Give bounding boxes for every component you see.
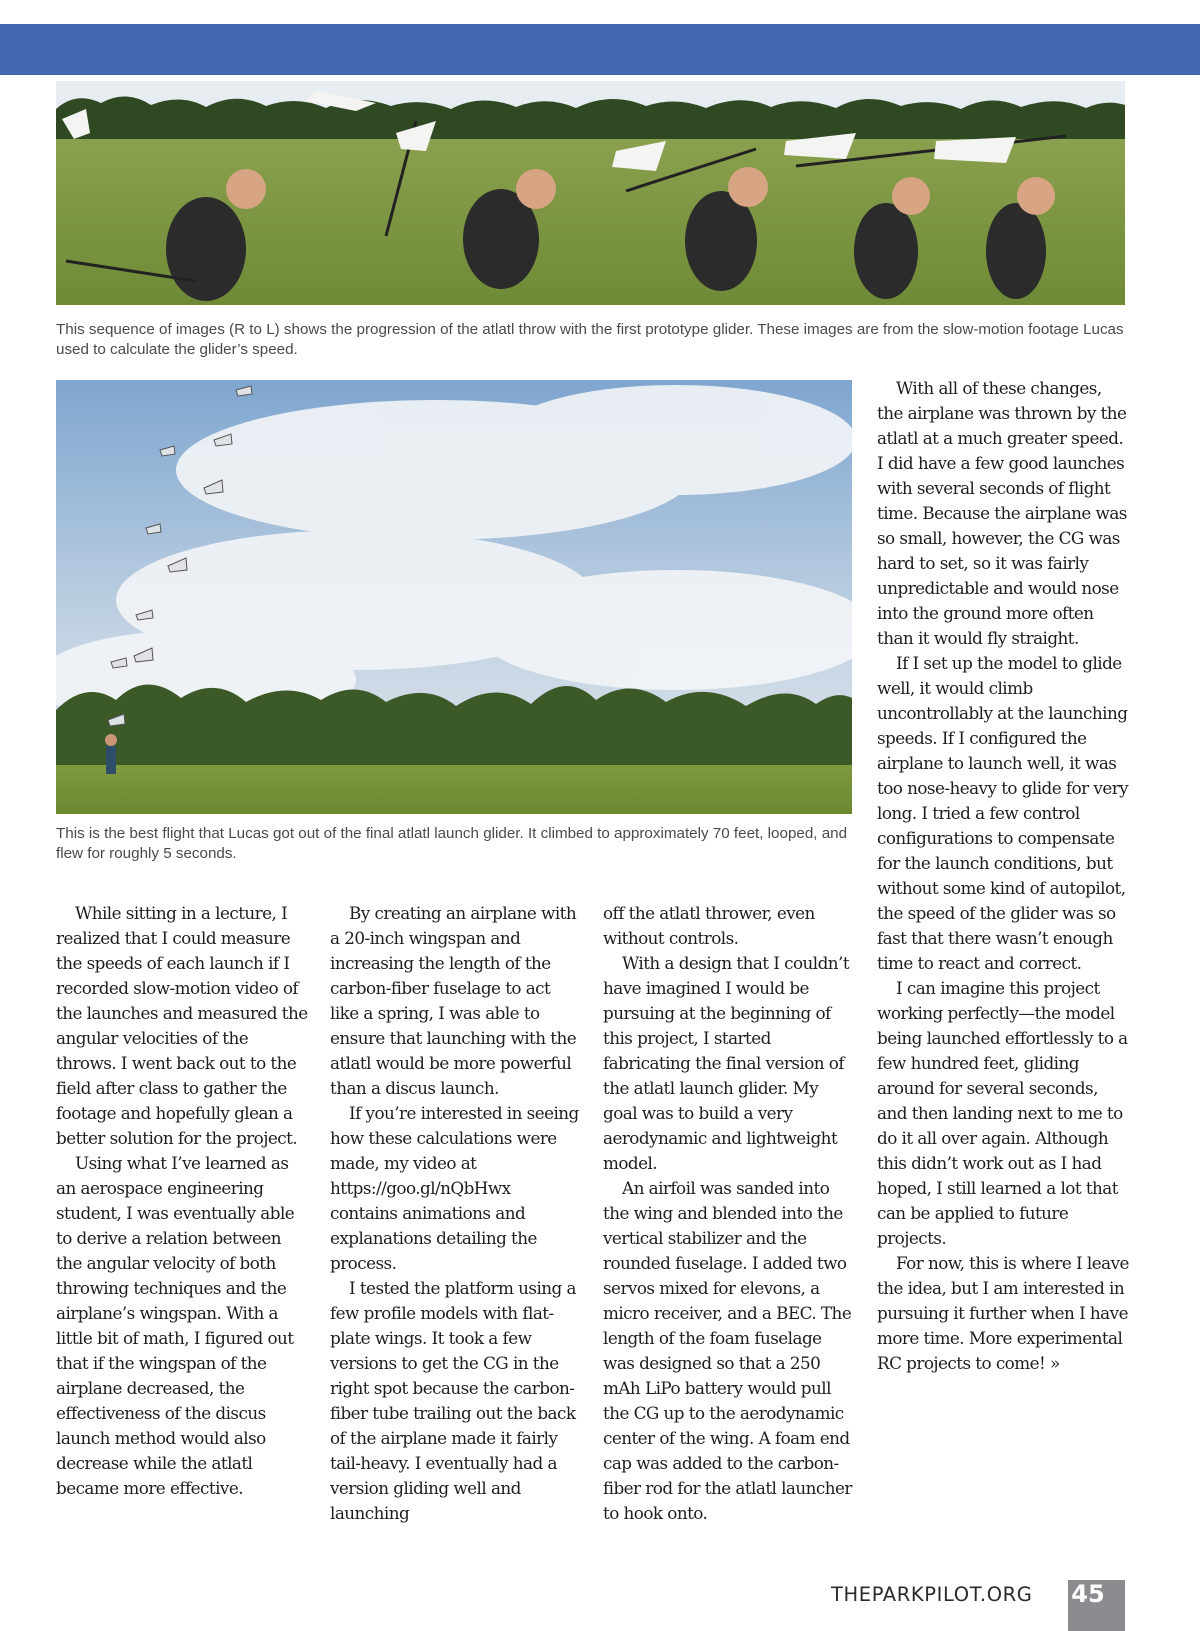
paragraph-continued: off the atlatl thrower, even without controls. (603, 903, 815, 948)
paragraph: If you’re interested in seeing how these calculations were made, my video at https://goo.gl/nQbHwx contains animations and explanations detailing the process. (330, 1103, 579, 1273)
paragraph: I tested the platform using a few profile models with flat-plate wings. It took a few versions to get the CG in the right spot because the carbon-fiber tube trailing out the back of the airplane made it fairly tail-heavy. I eventually had a version gliding well and launching (330, 1278, 576, 1523)
paragraph: While sitting in a lecture, I realized that I could measure the speeds of each launch if I recorded slow-motion video of the launches and measured the angular velocities of the throws. I went back out to the field after class to gather the footage and hopefully glean a better solution for the project. (56, 903, 308, 1148)
photo-caption-sequence: This sequence of images (R to L) shows the progression of the atlatl throw with the first prototype glider. These images are from the slow-motion footage Lucas used to calculate the glider’s speed. (56, 321, 1124, 358)
paragraph: If I set up the model to glide well, it would climb uncontrollably at the launching speeds. If I configured the airplane to launch well, it was too nose-heavy to glide for very long. I tried a few control configurations to compensate for the launch conditions, but without some kind of autopilot, the speed of the glider was so fast that there wasn’t enough time to react and correct. (877, 653, 1129, 973)
paragraph: By creating an airplane with a 20-inch wingspan and increasing the length of the carbon-fiber fuselage to act like a spring, I was able to ensure that launching with the atlatl would be more powerful than a discus launch. (330, 903, 577, 1098)
footer-site-name: THEPARKPILOT.ORG (831, 1583, 1033, 1606)
launch-sequence-photo (56, 81, 1125, 305)
article-column-2 (330, 901, 582, 1526)
article-column-4 (877, 376, 1130, 1376)
paragraph: An airfoil was sanded into the wing and blended into the vertical stabilizer and the rounded fuselage. I added two servos mixed for elevons, a micro receiver, and a BEC. The length of the foam fuselage was designed so that a 250 mAh LiPo battery would pull the CG up to the aerodynamic center of the wing. A foam end cap was added to the carbon-fiber rod for the atlatl launcher to hook onto. (603, 1178, 852, 1523)
paragraph: Using what I’ve learned as an aerospace engineering student, I was eventually able to derive a relation between the angular velocity of both throwing techniques and the airplane’s wingspan. With a little bit of math, I figured out that if the wingspan of the airplane decreased, the effectiveness of the discus launch method would also decrease while the atlatl became more effective. (56, 1153, 295, 1498)
article-column-3 (603, 901, 855, 1526)
header-color-bar (0, 24, 1200, 75)
page-number: 45 (1071, 1580, 1105, 1608)
paragraph: With all of these changes, the airplane was thrown by the atlatl at a much greater speed. I did have a few good launches with several seconds of flight time. Because the airplane was so small, however, the CG was hard to set, so it was fairly unpredictable and would nose into the ground more often than it would fly straight. (877, 378, 1127, 648)
paragraph: With a design that I couldn’t have imagined I would be pursuing at the beginning of this project, I started fabricating the final version of the atlatl launch glider. My goal was to build a very aerodynamic and lightweight model. (603, 953, 850, 1173)
paragraph: For now, this is where I leave the idea, but I am interested in pursuing it further when I have more time. More experimental RC projects to come! » (877, 1253, 1129, 1373)
best-flight-photo (56, 380, 852, 814)
page-number-box (1068, 1580, 1125, 1631)
photo-caption-best-flight: This is the best flight that Lucas got out of the final atlatl launch glider. It climbed to approximately 70 feet, looped, and flew for roughly 5 seconds. (56, 825, 848, 862)
paragraph: I can imagine this project working perfectly—the model being launched effortlessly to a few hundred feet, gliding around for several seconds, and then landing next to me to do it all over again. Although this didn’t work out as I had hoped, I still learned a lot that can be applied to future projects. (877, 978, 1128, 1248)
article-column-1 (56, 901, 308, 1501)
